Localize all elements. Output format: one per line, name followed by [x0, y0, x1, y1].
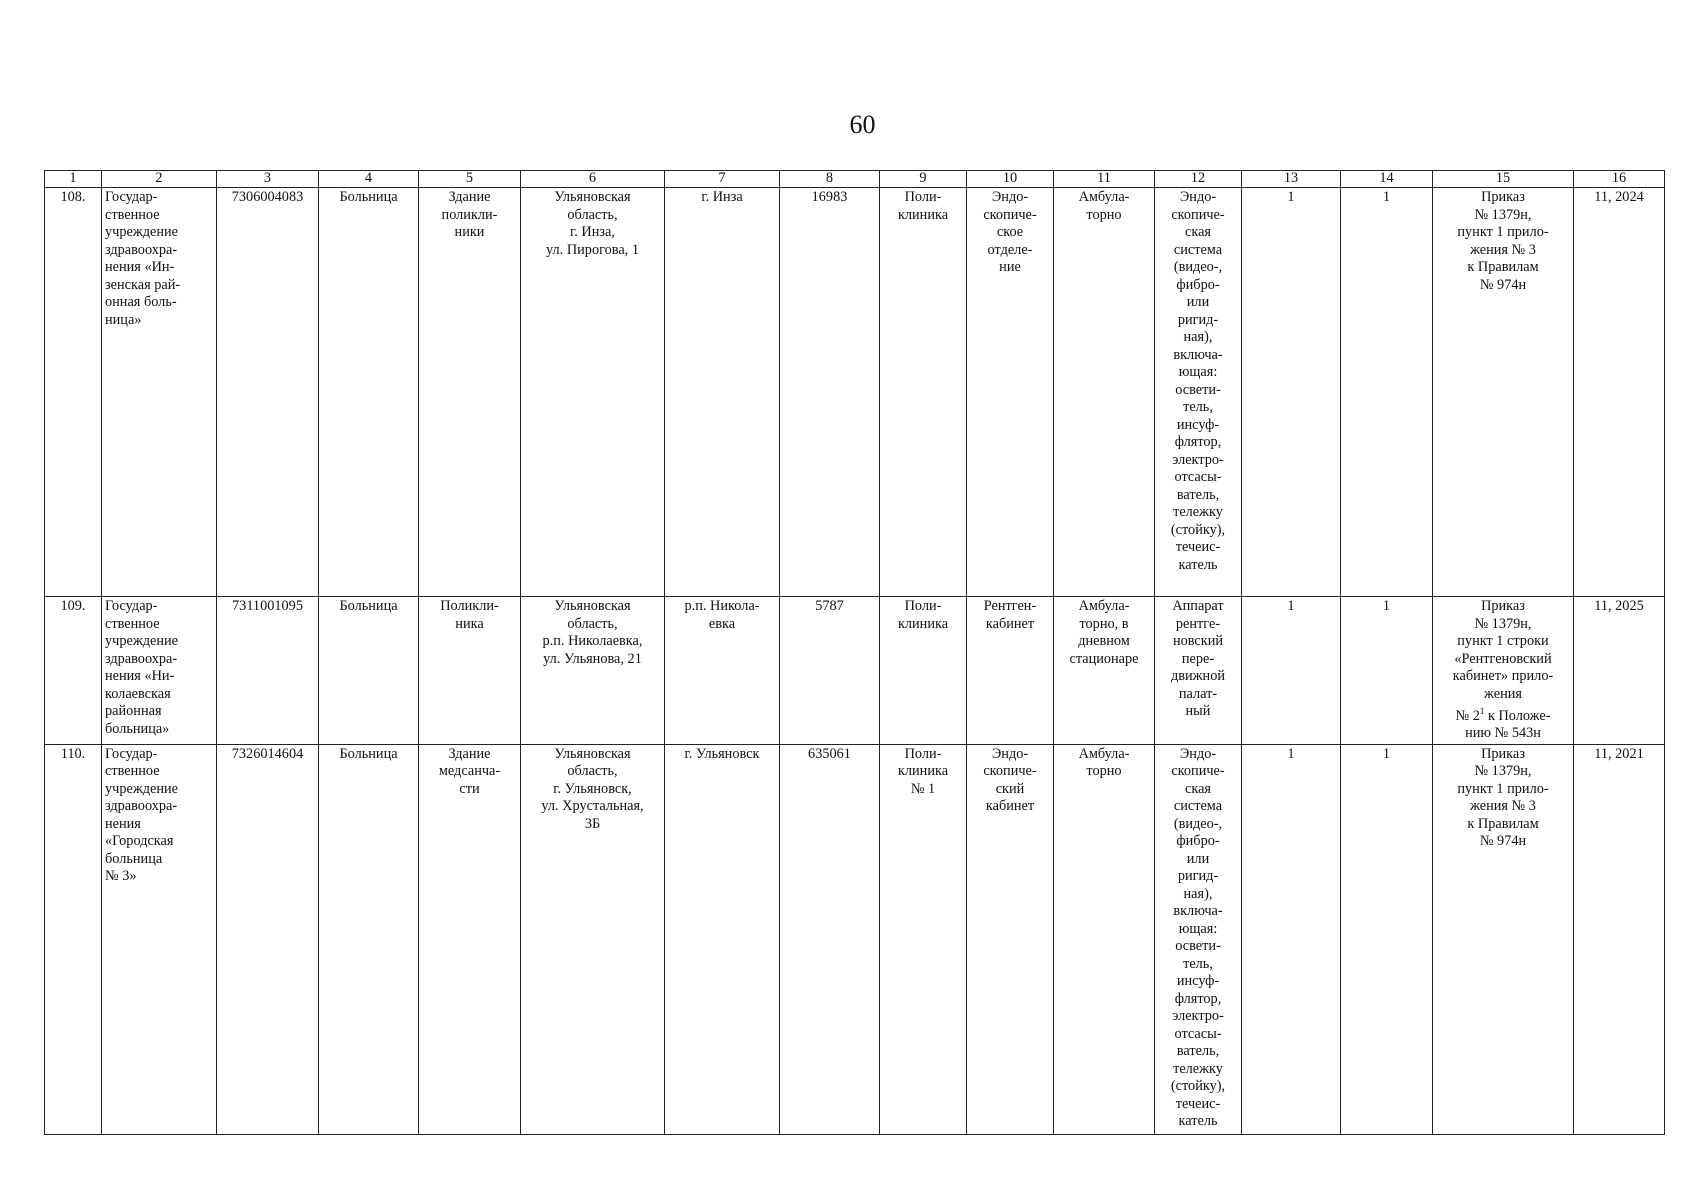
address: Ульяновская область, г. Ульяновск, ул. Хрустальная, 3Б [521, 744, 665, 1134]
column-header: 9 [880, 171, 967, 188]
row-number: 108. [45, 188, 102, 597]
registry-table [44, 170, 1665, 1135]
column-header: 7 [665, 171, 780, 188]
inn: 7326014604 [217, 744, 319, 1134]
column-14-value: 1 [1341, 744, 1433, 1134]
column-header: 10 [967, 171, 1054, 188]
table-row [45, 597, 1665, 745]
building: Здание поликли- ники [419, 188, 521, 597]
subunit: Рентген- кабинет [967, 597, 1054, 745]
column-header: 13 [1242, 171, 1341, 188]
facility-type: Больница [319, 188, 419, 597]
building: Поликли- ника [419, 597, 521, 745]
facility-type: Больница [319, 597, 419, 745]
column-header: 12 [1155, 171, 1242, 188]
equipment: Эндо- скопиче- ская система (видео-, фибро- или ригид- ная), включа- ющая: освети- тель, инсуф- флятор, электро- отсасы- ватель, тележку (стойку), течеис- катель [1155, 744, 1242, 1134]
unit: Поли- клиника [880, 597, 967, 745]
population: 5787 [780, 597, 880, 745]
organization-name: Государ- ственное учреждение здравоохра- нения «Ин- зенская рай- онная боль- ница» [102, 188, 217, 597]
column-header: 1 [45, 171, 102, 188]
column-14-value: 1 [1341, 597, 1433, 745]
care-mode: Амбула- торно, в дневном стационаре [1054, 597, 1155, 745]
page-number: 60 [849, 110, 876, 139]
locality: г. Инза [665, 188, 780, 597]
column-header: 4 [319, 171, 419, 188]
row-number: 109. [45, 597, 102, 745]
inn: 7306004083 [217, 188, 319, 597]
table-row [45, 744, 1665, 1134]
unit: Поли- клиника № 1 [880, 744, 967, 1134]
subunit: Эндо- скопиче- ское отделе- ние [967, 188, 1054, 597]
column-16-value: 11, 2025 [1574, 597, 1665, 745]
locality: р.п. Никола- евка [665, 597, 780, 745]
legal-basis-superscript: 1 [1479, 706, 1485, 716]
address: Ульяновская область, р.п. Николаевка, ул. Ульянова, 21 [521, 597, 665, 745]
row-number: 110. [45, 744, 102, 1134]
organization-name: Государ- ственное учреждение здравоохра- нения «Городская больница № 3» [102, 744, 217, 1134]
locality: г. Ульяновск [665, 744, 780, 1134]
legal-basis-text: Приказ № 1379н, пункт 1 строки «Рентгеновский кабинет» прило- жения № 2 [1452, 598, 1554, 724]
column-header: 3 [217, 171, 319, 188]
column-header: 5 [419, 171, 521, 188]
column-13-value: 1 [1242, 744, 1341, 1134]
legal-basis-text-end: к Положе- нию № 543н [1465, 707, 1551, 742]
column-header: 2 [102, 171, 217, 188]
facility-type: Больница [319, 744, 419, 1134]
legal-basis: Приказ № 1379н, пункт 1 прило- жения № 3 к Правилам № 974н [1433, 188, 1574, 597]
column-13-value: 1 [1242, 597, 1341, 745]
column-16-value: 11, 2024 [1574, 188, 1665, 597]
organization-name: Государ- ственное учреждение здравоохра- нения «Ни- колаевская районная больница» [102, 597, 217, 745]
equipment: Эндо- скопиче- ская система (видео-, фибро- или ригид- ная), включа- ющая: освети- тель, инсуф- флятор, электро- отсасы- ватель, тележку (стойку), течеис- катель [1155, 188, 1242, 597]
unit: Поли- клиника [880, 188, 967, 597]
subunit: Эндо- скопиче- ский кабинет [967, 744, 1054, 1134]
column-header: 14 [1341, 171, 1433, 188]
population: 16983 [780, 188, 880, 597]
table-row [45, 188, 1665, 597]
care-mode: Амбула- торно [1054, 744, 1155, 1134]
legal-basis [1433, 597, 1574, 745]
column-16-value: 11, 2021 [1574, 744, 1665, 1134]
column-header: 16 [1574, 171, 1665, 188]
column-header: 6 [521, 171, 665, 188]
column-number-row [45, 171, 1665, 188]
care-mode: Амбула- торно [1054, 188, 1155, 597]
inn: 7311001095 [217, 597, 319, 745]
building: Здание медсанча- сти [419, 744, 521, 1134]
column-13-value: 1 [1242, 188, 1341, 597]
column-header: 11 [1054, 171, 1155, 188]
column-14-value: 1 [1341, 188, 1433, 597]
population: 635061 [780, 744, 880, 1134]
address: Ульяновская область, г. Инза, ул. Пирогова, 1 [521, 188, 665, 597]
column-header: 15 [1433, 171, 1574, 188]
legal-basis: Приказ № 1379н, пункт 1 прило- жения № 3 к Правилам № 974н [1433, 744, 1574, 1134]
equipment: Аппарат рентге- новский пере- движной палат- ный [1155, 597, 1242, 745]
column-header: 8 [780, 171, 880, 188]
